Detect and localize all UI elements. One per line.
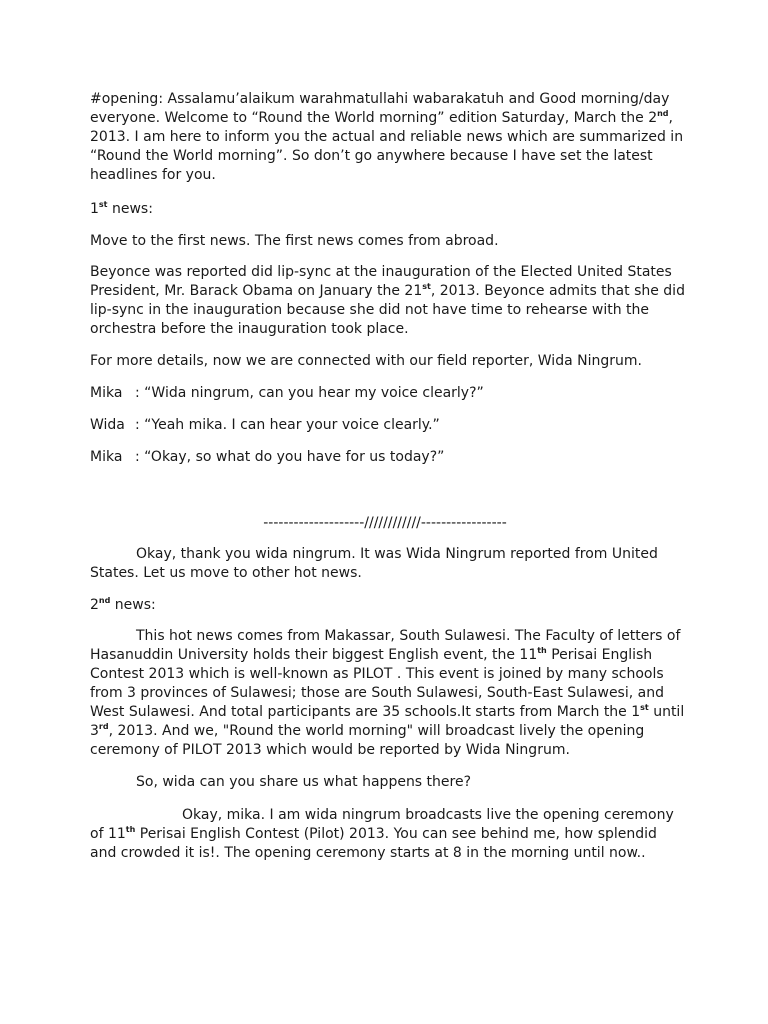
text-line: headlines for you. <box>90 167 216 183</box>
news-1-intro: Move to the first news. The first news comes from abroad. <box>90 233 499 249</box>
text-line: 2013. I am here to inform you the actual and reliable news which are summarized in <box>90 129 684 145</box>
text-line: Beyonce was reported did lip-sync at the inauguration of the Elected United States <box>90 264 672 280</box>
dialogue-line: Wida : “Yeah mika. I can hear your voice clearly.” <box>90 417 440 433</box>
dialogue-line: Mika : “Okay, so what do you have for us today?” <box>90 449 445 465</box>
text-line: and crowded it is!. The opening ceremony starts at 8 in the morning until now.. <box>90 845 646 861</box>
news-2-heading: 2nd news: <box>90 596 156 613</box>
news-2-paragraph <box>90 627 690 760</box>
news-2-question: So, wida can you share us what happens there? <box>136 774 472 790</box>
news-1-heading: 1st news: <box>90 200 153 217</box>
text-line: Okay, thank you wida ningrum. It was Wida Ningrum reported from United <box>136 546 658 562</box>
speaker-name: Wida <box>90 417 125 433</box>
text-line: Contest 2013 which is well-known as PILOT . This event is joined by many schools <box>90 666 664 682</box>
opening-paragraph <box>90 90 690 185</box>
closing-paragraph <box>90 545 690 583</box>
text-line: “Round the World morning”. So don’t go anywhere because I have set the latest <box>90 148 653 164</box>
speaker-name: Mika <box>90 385 123 401</box>
text-line: orchestra before the inauguration took place. <box>90 321 409 337</box>
news-1-paragraph <box>90 263 690 339</box>
section-separator: --------------------////////////----------------- <box>263 515 507 531</box>
text-line: lip-sync in the inauguration because she did not have time to rehearse with the <box>90 302 650 318</box>
text-line: President, Mr. Barack Obama on January the 21st, 2013. Beyonce admits that she did <box>90 282 685 299</box>
speaker-name: Mika <box>90 449 123 465</box>
text-line: everyone. Welcome to “Round the World morning” edition Saturday, March the 2nd, <box>90 109 673 126</box>
text-line: West Sulawesi. And total participants are 35 schools.It starts from March the 1st until <box>90 703 685 720</box>
text-line: 3rd, 2013. And we, "Round the world morning" will broadcast lively the opening <box>90 722 645 739</box>
news-1-details: For more details, now we are connected with our field reporter, Wida Ningrum. <box>90 353 642 369</box>
text-line: of 11th Perisai English Contest (Pilot) 2013. You can see behind me, how splendid <box>90 825 657 842</box>
dialogue-line: Mika : “Wida ningrum, can you hear my voice clearly?” <box>90 385 484 401</box>
text-line: Hasanuddin University holds their biggest English event, the 11th Perisai English <box>90 646 653 663</box>
text-line: ceremony of PILOT 2013 which would be reported by Wida Ningrum. <box>90 742 570 758</box>
text-line: from 3 provinces of Sulawesi; those are South Sulawesi, South-East Sulawesi, and <box>90 685 664 701</box>
text-line: #opening: Assalamu’alaikum warahmatullahi wabarakatuh and Good morning/day <box>90 91 670 107</box>
live-report-paragraph <box>90 806 690 863</box>
text-line: This hot news comes from Makassar, South Sulawesi. The Faculty of letters of <box>136 628 681 644</box>
text-line: States. Let us move to other hot news. <box>90 565 362 581</box>
text-line: Okay, mika. I am wida ningrum broadcasts live the opening ceremony <box>182 807 674 823</box>
